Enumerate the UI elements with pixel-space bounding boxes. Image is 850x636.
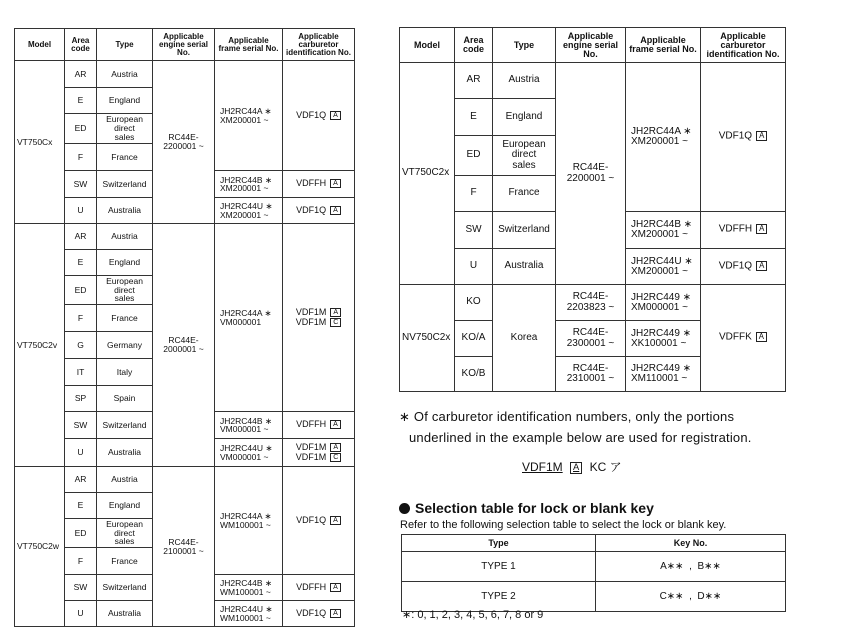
carb-id: VDFFH	[718, 224, 753, 236]
header-area-code: Area code	[65, 29, 97, 61]
carb-id-cell	[701, 249, 786, 285]
type-cell: Switzerland	[97, 171, 153, 198]
frame-serial-cell	[215, 412, 283, 439]
area-cell: KO/B	[455, 357, 493, 392]
type-cell: Australia	[97, 601, 153, 627]
area-cell: ED	[455, 136, 493, 176]
header-model: Model	[400, 28, 455, 63]
area-cell: U	[65, 198, 97, 224]
engine-serial: RC44E- 2000001 ~	[163, 335, 204, 354]
carb-id: VDF1Q	[718, 260, 753, 272]
frame-serial: JH2RC44B ∗ XM200001 ~	[220, 174, 273, 193]
frame-serial-cell	[215, 61, 283, 171]
frame-serial-cell	[626, 321, 701, 357]
carb-suffix-box: A	[756, 131, 767, 141]
frame-serial: JH2RC44B ∗ XM200001 ~	[631, 219, 693, 240]
carb-id: VDF1Q	[296, 607, 327, 618]
area-cell: E	[65, 88, 97, 114]
area-cell: AR	[455, 63, 493, 99]
engine-serial: RC44E- 2203823 ~	[566, 291, 615, 313]
type-cell: Australia	[493, 249, 556, 285]
key-selection-table	[401, 534, 786, 612]
area-cell: AR	[65, 224, 97, 250]
engine-serial: RC44E- 2200001 ~	[566, 162, 615, 184]
selection-subtext: Refer to the following selection table to select the lock or blank key.	[400, 519, 727, 531]
frame-serial-cell	[215, 198, 283, 224]
frame-serial: JH2RC44U ∗ WM100001 ~	[220, 604, 273, 623]
engine-serial: RC44E- 2200001 ~	[163, 132, 204, 151]
model-cell: VT750C2v	[15, 224, 65, 467]
header-frame-serial: Applicable frame serial No.	[626, 28, 701, 63]
area-cell: AR	[65, 61, 97, 88]
carburetor-note	[399, 406, 799, 448]
right-spec-table	[399, 27, 786, 392]
frame-serial-cell	[215, 224, 283, 412]
frame-serial-cell	[626, 285, 701, 321]
example-rest: KC ア	[589, 460, 622, 474]
carb-suffix-box: A	[330, 420, 341, 429]
carb-suffix-box: A	[330, 583, 341, 592]
carb-id: VDF1M	[295, 442, 327, 453]
type-cell: Switzerland	[97, 575, 153, 601]
carb-id: VDF1Q	[296, 204, 327, 215]
type-cell	[493, 136, 556, 176]
type-cell: England	[97, 88, 153, 114]
area-cell: KO	[455, 285, 493, 321]
model-cell: VT750C2x	[400, 63, 455, 285]
frame-serial-cell	[215, 467, 283, 575]
area-cell: U	[65, 601, 97, 627]
carb-id-cell	[701, 212, 786, 249]
area-cell: AR	[65, 467, 97, 493]
header-row	[402, 535, 786, 552]
frame-serial-cell	[626, 249, 701, 285]
carb-id-cell	[283, 61, 355, 171]
registration-example	[522, 458, 622, 475]
header-area-code: Area code	[455, 28, 493, 63]
header-row	[400, 28, 786, 63]
carb-suffix-box: A	[756, 332, 767, 342]
engine-serial-cell	[556, 357, 626, 392]
area-cell: SW	[65, 575, 97, 601]
carb-id-cell	[283, 467, 355, 575]
area-cell: SW	[65, 171, 97, 198]
area-cell: E	[455, 99, 493, 136]
engine-serial-cell	[556, 285, 626, 321]
header-row	[15, 29, 355, 61]
carb-id: VDFFH	[296, 419, 327, 430]
frame-serial-cell	[215, 601, 283, 627]
area-cell: KO/A	[455, 321, 493, 357]
type-cell: England	[97, 493, 153, 519]
example-box: A	[570, 462, 582, 473]
header-engine-serial: Applicable engine serial No.	[153, 29, 215, 61]
type-text: European direct sales	[106, 518, 143, 547]
frame-serial: JH2RC44A ∗ VM000001	[220, 308, 272, 327]
frame-serial: JH2RC44A ∗ WM100001 ~	[220, 511, 272, 530]
type-cell: TYPE 2	[402, 582, 596, 612]
model-cell: VT750C2w	[15, 467, 65, 627]
header-type: Type	[97, 29, 153, 61]
carb-suffix-box: A	[330, 609, 341, 618]
carb-id: VDFFH	[296, 178, 327, 189]
header-model: Model	[15, 29, 65, 61]
area-cell: E	[65, 250, 97, 276]
carb-line	[285, 453, 352, 462]
carb-id-cell	[283, 575, 355, 601]
carb-suffix-box: A	[330, 111, 341, 120]
type-cell: England	[493, 99, 556, 136]
area-cell: ED	[65, 519, 97, 548]
carb-id-cell	[283, 171, 355, 198]
selection-heading	[399, 500, 654, 516]
carb-suffix-box: A	[330, 516, 341, 525]
type-cell: Spain	[97, 386, 153, 412]
type-cell: France	[97, 144, 153, 171]
type-cell: Switzerland	[97, 412, 153, 439]
type-text: European direct sales	[106, 114, 143, 142]
carb-line	[285, 318, 352, 327]
carb-suffix-box: C	[330, 318, 341, 327]
key-cell: A∗∗ , B∗∗	[596, 552, 786, 582]
header-carb-id: Applicable carburetor identification No.	[701, 28, 786, 63]
table-row	[400, 285, 786, 321]
left-spec-table	[14, 28, 355, 627]
area-cell: SW	[65, 412, 97, 439]
carb-id: VDF1Q	[296, 109, 327, 120]
area-cell: ED	[65, 276, 97, 305]
carb-suffix-box: A	[756, 224, 767, 234]
model-cell: NV750C2x	[400, 285, 455, 392]
area-cell: ED	[65, 114, 97, 144]
carb-suffix-box: A	[756, 261, 767, 271]
carb-suffix-box: C	[330, 453, 341, 462]
type-cell: Australia	[97, 439, 153, 467]
carb-id: VDF1M	[295, 307, 327, 318]
frame-serial-cell	[215, 575, 283, 601]
area-cell: U	[65, 439, 97, 467]
area-cell: U	[455, 249, 493, 285]
header-type: Type	[493, 28, 556, 63]
frame-serial-cell	[215, 439, 283, 467]
area-cell: SW	[455, 212, 493, 249]
engine-serial: RC44E- 2100001 ~	[163, 536, 204, 556]
frame-serial: JH2RC44A ∗ XM200001 ~	[220, 106, 272, 125]
carb-id-cell	[701, 285, 786, 392]
type-cell: Austria	[97, 467, 153, 493]
engine-serial-cell	[556, 63, 626, 285]
type-cell: Austria	[97, 224, 153, 250]
table-row	[15, 61, 355, 88]
key-cell: C∗∗ , D∗∗	[596, 582, 786, 612]
table-row	[15, 467, 355, 493]
engine-serial-cell	[556, 321, 626, 357]
carb-suffix-box: A	[330, 179, 341, 188]
header-carb-id: Applicable carburetor identification No.	[283, 29, 355, 61]
frame-serial: JH2RC449 ∗ XM000001 ~	[631, 291, 692, 313]
carb-id-cell	[283, 601, 355, 627]
engine-serial-cell	[153, 224, 215, 467]
area-cell: F	[65, 548, 97, 575]
type-text: European direct sales	[106, 275, 143, 304]
frame-serial-cell	[626, 212, 701, 249]
frame-serial: JH2RC44U ∗ XM200001 ~	[220, 201, 273, 220]
engine-serial: RC44E- 2310001 ~	[566, 362, 615, 384]
carb-id-cell	[283, 412, 355, 439]
area-cell: F	[455, 176, 493, 212]
engine-serial-cell	[153, 61, 215, 224]
type-cell	[97, 519, 153, 548]
engine-serial: RC44E- 2300001 ~	[566, 327, 615, 349]
carb-id: VDFFH	[296, 581, 327, 592]
area-cell: E	[65, 493, 97, 519]
frame-serial: JH2RC44U ∗ XM200001 ~	[631, 255, 693, 277]
key-footnote: ∗: 0, 1, 2, 3, 4, 5, 6, 7, 8 or 9	[402, 609, 544, 621]
table-row	[15, 224, 355, 250]
frame-serial: JH2RC449 ∗ XK100001 ~	[631, 327, 692, 349]
frame-serial: JH2RC44A ∗ XM200001 ~	[631, 126, 692, 147]
header-engine-serial: Applicable engine serial No.	[556, 28, 626, 63]
type-cell: Germany	[97, 332, 153, 359]
table-row	[402, 582, 786, 612]
type-cell	[97, 276, 153, 305]
frame-serial: JH2RC44B ∗ VM000001 ~	[220, 415, 273, 434]
type-cell: Switzerland	[493, 212, 556, 249]
type-cell: Austria	[493, 63, 556, 99]
example-code: VDF1M	[522, 460, 563, 474]
type-text: European direct sales	[502, 138, 546, 171]
frame-serial: JH2RC44U ∗ VM000001 ~	[220, 443, 273, 462]
area-cell: F	[65, 144, 97, 171]
carb-id-cell	[701, 63, 786, 212]
note-line-2: underlined in the example below are used for registration.	[409, 430, 752, 445]
carb-suffix-box: A	[330, 443, 341, 452]
type-cell	[97, 114, 153, 144]
carb-suffix-box: A	[330, 206, 341, 215]
type-cell: France	[493, 176, 556, 212]
carb-id: VDF1M	[295, 316, 327, 327]
carb-id: VDF1M	[295, 451, 327, 462]
carb-id: VDFFK	[719, 332, 752, 344]
type-cell: Italy	[97, 359, 153, 386]
table-row	[400, 63, 786, 99]
area-cell: IT	[65, 359, 97, 386]
frame-serial-cell	[215, 171, 283, 198]
note-line-1: ∗ Of carburetor identification numbers, only the portions	[399, 409, 735, 424]
header-frame-serial: Applicable frame serial No.	[215, 29, 283, 61]
area-cell: SP	[65, 386, 97, 412]
frame-serial: JH2RC44B ∗ WM100001 ~	[220, 578, 273, 597]
area-cell: F	[65, 305, 97, 332]
type-cell: England	[97, 250, 153, 276]
carb-id-cell	[283, 198, 355, 224]
type-cell: Austria	[97, 61, 153, 88]
carb-id-cell	[283, 224, 355, 412]
table-row	[402, 552, 786, 582]
type-cell: Korea	[493, 285, 556, 392]
frame-serial-cell	[626, 63, 701, 212]
type-cell: TYPE 1	[402, 552, 596, 582]
type-cell: France	[97, 305, 153, 332]
type-cell: Australia	[97, 198, 153, 224]
type-cell: France	[97, 548, 153, 575]
header-type: Type	[402, 535, 596, 552]
carb-suffix-box: A	[330, 308, 341, 317]
carb-id: VDF1Q	[718, 131, 753, 143]
carb-id: VDF1Q	[296, 514, 327, 525]
header-key-no: Key No.	[596, 535, 786, 552]
engine-serial-cell	[153, 467, 215, 627]
area-cell: G	[65, 332, 97, 359]
frame-serial-cell	[626, 357, 701, 392]
frame-serial: JH2RC449 ∗ XM110001 ~	[631, 363, 692, 384]
model-cell: VT750Cx	[15, 61, 65, 224]
selection-heading-text: Selection table for lock or blank key	[415, 500, 654, 516]
bullet-icon	[399, 503, 410, 514]
carb-id-cell	[283, 439, 355, 467]
